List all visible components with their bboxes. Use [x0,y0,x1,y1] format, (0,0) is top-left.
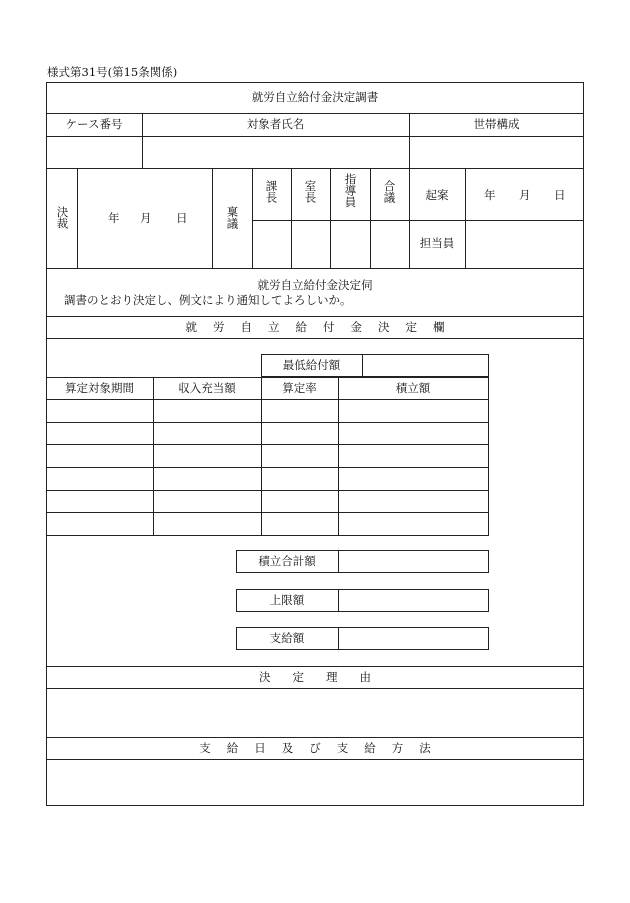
subject-name-label: 対象者氏名 [246,117,305,131]
consultation-stamp-field[interactable] [371,221,408,267]
total-field[interactable] [339,551,488,572]
col-period-header: 算定対象期間 [65,381,134,395]
form-number: 様式第31号(第15条関係) [47,65,178,79]
case-number-label: ケース番号 [65,117,123,131]
decision-label: 決裁 [55,206,70,229]
min-amount-field[interactable] [363,355,488,376]
divider [46,737,584,738]
table-row [46,444,489,445]
divider [46,268,584,269]
date-year-label: 年 [108,211,120,225]
supervisor-label: 指導員 [343,173,358,208]
inquiry-title: 就労自立給付金決定伺 [257,278,373,292]
case-number-field[interactable] [47,137,141,167]
section-chief-label: 課長 [264,180,279,203]
divider [46,168,584,169]
divider [212,168,213,268]
officer-label: 担当員 [419,236,455,250]
household-label: 世帯構成 [473,117,520,131]
divider [46,316,584,317]
drafting-month-label: 月 [519,188,531,202]
officer-field[interactable] [466,221,583,267]
drafting-year-label: 年 [484,188,496,202]
payment-label: 支給額 [269,631,305,645]
divider [77,168,78,268]
divider [46,399,489,400]
table-row [46,467,489,468]
table-row [46,490,489,491]
table-row [46,535,489,536]
divider [46,666,584,667]
section-chief-stamp-field[interactable] [253,221,290,267]
col-rate-header: 算定率 [282,381,317,395]
divider [409,168,410,268]
office-chief-stamp-field[interactable] [292,221,329,267]
payment-field[interactable] [339,628,488,649]
date-day-label: 日 [176,211,188,225]
table-row [46,422,489,423]
consultation-label: 合議 [382,180,397,203]
date-month-label: 月 [140,211,152,225]
circulation-label: 稟議 [225,206,240,229]
col-income-header: 収入充当額 [178,381,236,395]
table-row [46,512,489,513]
col-accumulated-header: 積立額 [395,381,431,395]
total-label: 積立合計額 [258,554,316,568]
drafting-day-label: 日 [554,188,566,202]
divider [46,377,489,378]
divider [46,338,584,339]
divider [46,113,584,114]
method-section-heading: 支給日及び支給方法 [199,741,447,755]
method-field[interactable] [47,760,583,805]
limit-label: 上限額 [269,593,305,607]
inquiry-text: 調書のとおり決定し、例文により通知してよろしいか。 [64,293,352,307]
reason-field[interactable] [47,689,583,736]
min-amount-label: 最低給付額 [282,358,341,372]
reason-section-heading: 決定理由 [259,670,393,684]
office-chief-label: 室長 [303,180,318,203]
limit-field[interactable] [339,590,488,611]
subject-name-field[interactable] [143,137,408,167]
household-field[interactable] [410,137,583,167]
supervisor-stamp-field[interactable] [331,221,369,267]
form-title: 就労自立給付金決定調書 [251,90,379,104]
decision-section-heading: 就労自立給付金決定欄 [185,320,461,334]
drafting-label: 起案 [425,188,449,202]
